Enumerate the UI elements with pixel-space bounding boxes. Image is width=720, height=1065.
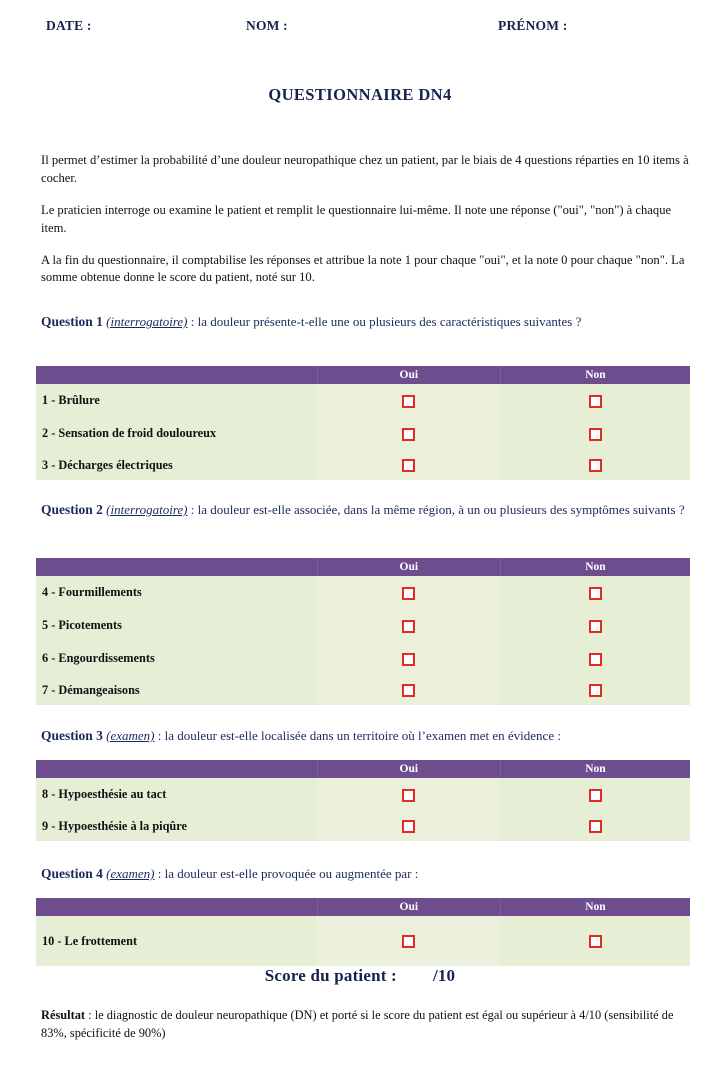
table-row — [36, 384, 690, 417]
checkbox-non[interactable] — [589, 935, 602, 948]
answer-cell-non[interactable] — [500, 675, 690, 705]
checkbox-oui[interactable] — [402, 935, 415, 948]
table-row — [36, 778, 690, 811]
question-4-heading — [41, 864, 720, 884]
intro-paragraph-3: A la fin du questionnaire, il comptabilise les réponses et attribue la note 1 pour chaque "oui", et la note 0 pour chaque "non". La somme obtenue donne le score du patient, noté sur 10. — [41, 252, 685, 285]
column-header-item — [36, 760, 317, 778]
answer-cell-oui[interactable] — [317, 916, 500, 966]
question-2-table — [36, 558, 690, 705]
result-section — [41, 1007, 681, 1043]
table-row — [36, 609, 690, 642]
item-label: 3 - Décharges électriques — [36, 450, 317, 480]
item-label: 10 - Le frottement — [36, 916, 317, 966]
checkbox-oui[interactable] — [402, 428, 415, 441]
checkbox-non[interactable] — [589, 459, 602, 472]
answer-cell-oui[interactable] — [317, 384, 500, 417]
checkbox-oui[interactable] — [402, 820, 415, 833]
checkbox-non[interactable] — [589, 653, 602, 666]
item-label: 4 - Fourmillements — [36, 576, 317, 609]
column-header-non: Non — [500, 558, 690, 576]
identification-row — [0, 18, 720, 40]
answer-cell-non[interactable] — [500, 778, 690, 811]
question-1-label: Question 1 — [41, 314, 103, 329]
question-2-label: Question 2 — [41, 502, 103, 517]
checkbox-oui[interactable] — [402, 395, 415, 408]
score-label: Score du patient : — [264, 966, 397, 985]
question-2-kind: (interrogatoire) — [106, 502, 188, 517]
answer-cell-non[interactable] — [500, 450, 690, 480]
intro-paragraph-2: Le praticien interroge ou examine le patient et remplit le questionnaire lui-même. Il note une réponse ("oui", "non") à chaque item. — [41, 202, 672, 235]
table-row — [36, 576, 690, 609]
column-header-item — [36, 898, 317, 916]
nom-label: NOM : — [246, 18, 288, 33]
question-4-label: Question 4 — [41, 866, 103, 881]
question-1-table — [36, 366, 690, 480]
table-row — [36, 811, 690, 841]
checkbox-oui[interactable] — [402, 620, 415, 633]
answer-cell-non[interactable] — [500, 384, 690, 417]
column-header-non: Non — [500, 760, 690, 778]
question-1-text: : la douleur présente-t-elle une ou plusieurs des caractéristiques suivantes ? — [187, 314, 582, 329]
answer-cell-non[interactable] — [500, 811, 690, 841]
question-2-text: : la douleur est-elle associée, dans la même région, à un ou plusieurs des symptômes suivants ? — [187, 502, 685, 517]
column-header-oui: Oui — [317, 760, 500, 778]
checkbox-oui[interactable] — [402, 789, 415, 802]
checkbox-non[interactable] — [589, 684, 602, 697]
question-1-kind: (interrogatoire) — [106, 314, 188, 329]
result-text: : le diagnostic de douleur neuropathique (DN) et porté si le score du patient est égal ou supérieur à 4/10 (sensibilité de 83%, spécificité de 90%) — [41, 1008, 674, 1040]
item-label: 9 - Hypoesthésie à la piqûre — [36, 811, 317, 841]
question-4-kind: (examen) — [106, 866, 155, 881]
table-row — [36, 675, 690, 705]
answer-cell-oui[interactable] — [317, 778, 500, 811]
table-header-row — [36, 898, 690, 916]
intro-section — [41, 152, 693, 301]
answer-cell-oui[interactable] — [317, 576, 500, 609]
answer-cell-oui[interactable] — [317, 675, 500, 705]
checkbox-oui[interactable] — [402, 587, 415, 600]
checkbox-oui[interactable] — [402, 459, 415, 472]
question-4-text: : la douleur est-elle provoquée ou augmentée par : — [154, 866, 419, 881]
table-header-row — [36, 558, 690, 576]
question-3-kind: (examen) — [106, 728, 155, 743]
checkbox-oui[interactable] — [402, 684, 415, 697]
answer-cell-non[interactable] — [500, 916, 690, 966]
checkbox-non[interactable] — [589, 820, 602, 833]
table-row — [36, 450, 690, 480]
table-row — [36, 417, 690, 450]
checkbox-non[interactable] — [589, 428, 602, 441]
item-label: 7 - Démangeaisons — [36, 675, 317, 705]
checkbox-non[interactable] — [589, 587, 602, 600]
item-label: 2 - Sensation de froid douloureux — [36, 417, 317, 450]
item-label: 1 - Brûlure — [36, 384, 317, 417]
page-title: QUESTIONNAIRE DN4 — [268, 85, 452, 104]
score-max: /10 — [432, 966, 456, 985]
column-header-item — [36, 558, 317, 576]
checkbox-non[interactable] — [589, 395, 602, 408]
answer-cell-non[interactable] — [500, 609, 690, 642]
answer-cell-oui[interactable] — [317, 811, 500, 841]
checkbox-non[interactable] — [589, 620, 602, 633]
question-1-heading — [41, 312, 720, 332]
answer-cell-oui[interactable] — [317, 450, 500, 480]
question-3-table — [36, 760, 690, 841]
answer-cell-non[interactable] — [500, 576, 690, 609]
column-header-non: Non — [500, 366, 690, 384]
checkbox-oui[interactable] — [402, 653, 415, 666]
question-3-text: : la douleur est-elle localisée dans un territoire où l’examen met en évidence : — [154, 728, 561, 743]
intro-paragraph-1: Il permet d’estimer la probabilité d’une douleur neuropathique chez un patient, par le biais de 4 questions réparties en 10 items à cocher. — [41, 153, 689, 185]
answer-cell-oui[interactable] — [317, 642, 500, 675]
question-3-heading — [41, 726, 720, 746]
item-label: 5 - Picotements — [36, 609, 317, 642]
checkbox-non[interactable] — [589, 789, 602, 802]
table-row — [36, 916, 690, 966]
prenom-label: PRÉNOM : — [498, 18, 568, 33]
item-label: 8 - Hypoesthésie au tact — [36, 778, 317, 811]
item-label: 6 - Engourdissements — [36, 642, 317, 675]
table-header-row — [36, 366, 690, 384]
table-row — [36, 642, 690, 675]
date-label: DATE : — [46, 18, 92, 33]
question-2-heading — [41, 500, 720, 520]
column-header-item — [36, 366, 317, 384]
question-4-table — [36, 898, 690, 966]
column-header-oui: Oui — [317, 558, 500, 576]
answer-cell-oui[interactable] — [317, 609, 500, 642]
answer-cell-oui[interactable] — [317, 417, 500, 450]
column-header-oui: Oui — [317, 366, 500, 384]
column-header-non: Non — [500, 898, 690, 916]
answer-cell-non[interactable] — [500, 417, 690, 450]
table-header-row — [36, 760, 690, 778]
column-header-oui: Oui — [317, 898, 500, 916]
question-3-label: Question 3 — [41, 728, 103, 743]
score-line — [0, 966, 720, 986]
result-label: Résultat — [41, 1008, 86, 1022]
answer-cell-non[interactable] — [500, 642, 690, 675]
